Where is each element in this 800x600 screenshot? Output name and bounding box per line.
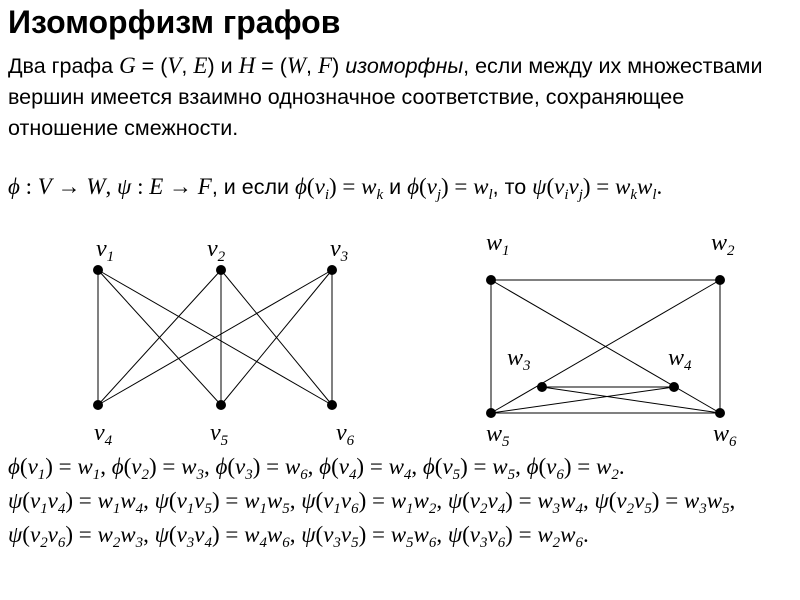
graph-h-label-2: w2	[711, 230, 735, 259]
graph-h-diagram	[470, 228, 760, 453]
graph-g-vertex-5	[216, 400, 226, 410]
graph-h-vertex-4	[669, 382, 679, 392]
graph-g-label-6: v6	[336, 420, 355, 449]
correspondence-formulas	[8, 450, 793, 552]
graph-h-edge-4-5	[491, 387, 674, 413]
graph-g-vertex-3	[327, 265, 337, 275]
graph-g-vertex-2	[216, 265, 226, 275]
graph-h-label-5: w5	[486, 421, 510, 450]
graph-h-label-4: w4	[668, 345, 692, 374]
mapping-formula: ϕ : V → W, ψ : E → F, и если $\phi(v_i) = w_k$ и $\phi(v_j) = w_l$, то $\psi(v_iv_j) = w_kw_l$.	[8, 174, 663, 203]
graph-h-vertex-1	[486, 275, 496, 285]
graph-g-vertex-6	[327, 400, 337, 410]
graph-g-vertex-1	[93, 265, 103, 275]
page-title: Изоморфизм графов	[8, 4, 341, 40]
graph-g-label-4: v4	[94, 420, 113, 449]
term-isomorphic: изоморфны	[345, 54, 464, 78]
graph-h-vertex-6	[715, 408, 725, 418]
graph-g-label-2: v2	[207, 236, 226, 265]
graph-g-label-3: v3	[330, 236, 349, 265]
graph-h-edge-3-6	[542, 387, 720, 413]
phi-correspondence: $\phi(v_1) = w_1$, $\phi(v_2) = w_3$, $\phi(v_3) = w_6$, $\phi(v_4) = w_4$, $\phi(v_5) = w_5$, $\phi(v_6) = w_2$.	[8, 454, 625, 483]
graph-h-label-6: w6	[713, 421, 737, 450]
graph-h-vertex-3	[537, 382, 547, 392]
graph-g-diagram	[80, 228, 370, 453]
graph-h-label-3: w3	[507, 345, 531, 374]
graph-g-vertex-4	[93, 400, 103, 410]
definition-text: Два графа G = (V, E) и H = (W, F) изоморфны, если между их множествами вершин имеется взаимно однозначное соответствие, сохраняющее отношение смежности.	[8, 53, 763, 140]
graph-g-label-5: v5	[210, 420, 229, 449]
psi-correspondence: $\psi(v_1v_4) = w_1w_4$, $\psi(v_1v_5) = w_1w_5$, $\psi(v_1v_6) = w_1w_2$, $\psi(v_2v_4) = w_3w_4$, $\psi(v_2v_5) = w_3w_5$, $\psi(v_2v_6) = w_2w_3$, $\psi(v_3v_4) = w_4w_6$, $\psi(v_3v_5) = w_5w_6$, $\psi(v_3v_6) = w_2w_6$.	[8, 488, 736, 551]
graph-g-label-1: v1	[96, 236, 115, 265]
graph-h-vertex-5	[486, 408, 496, 418]
graph-h-vertex-2	[715, 275, 725, 285]
graph-h-label-1: w1	[486, 230, 510, 259]
